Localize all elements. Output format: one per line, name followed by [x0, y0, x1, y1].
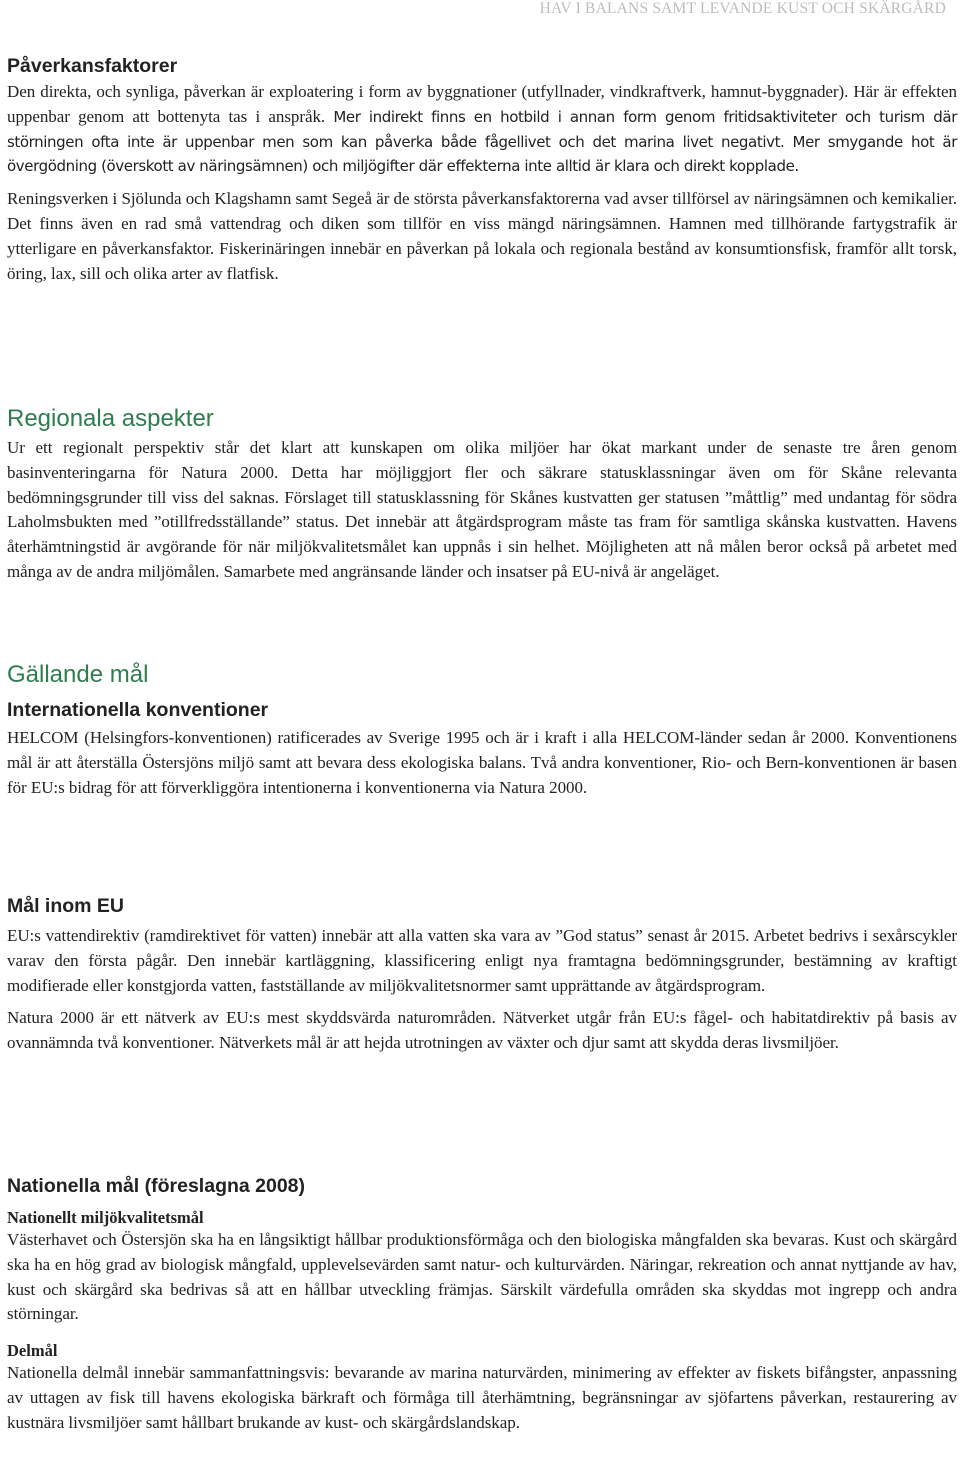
section-nationella-mal — [7, 1174, 957, 1436]
heading-internationella-konventioner: Internationella konventioner — [7, 699, 269, 721]
running-header: HAV I BALANS SAMT LEVANDE KUST OCH SKÄRGÅRD — [539, 0, 946, 17]
section-regionala-aspekter — [7, 404, 957, 585]
paragraph-delmal: Nationella delmål innebär sammanfattningsvis: bevarande av marina naturvärden, minimering av effekter av fiskets bifångster, anpassning av uttagen av fisk till havens ekologiska bärkraft och förmåga till återhämtning, begränsningar av sjöfartens påverkan, restaurering av kustnära livsmiljöer samt hållbart brukande av kust- och skärgårdslandskap. — [7, 1363, 957, 1432]
heading-gallande-mal: Gällande mål — [7, 661, 149, 688]
section-gallande-mal — [7, 660, 957, 800]
heading-regionala-aspekter: Regionala aspekter — [7, 405, 214, 432]
paragraph-paverkan-2: Reningsverken i Sjölunda och Klagshamn samt Segeå är de största påverkansfaktorerna vad avser tillförsel av näringsämnen och kemikalier. Det finns även en rad små vattendrag och diken som tillför en viss mängd näringsämnen. Hamnen med tillhörande fartygstrafik är ytterligare en påverkansfaktor. Fiskerinäringen innebär en påverkan på lokala och regionala bestånd av konsumtionsfisk, framför allt torsk, öring, lax, sill och olika arter av flatfisk. — [7, 189, 957, 283]
heading-delmal: Delmål — [7, 1341, 58, 1361]
paragraph-paverkan-1-serif: Den direkta, och synliga, påverkan är exploatering i form av byggnationer (utfyllnader, vindkraftverk, hamnut-byggnader). Här är effekten uppenbar genom att bottenyta tas i anspråk. — [7, 82, 957, 126]
paragraph-regionala: Ur ett regionalt perspektiv står det klart att kunskapen om olika miljöer har ökat markant under de senaste tre åren genom basinventeringarna för Natura 2000. Detta har möjliggjort fler och säkrare statusklassningar även om för Skåne relevanta bedömningsgrunder till viss del saknas. Förslaget till statusklassning för Skånes kustvatten ger statusen ”måttlig” med undantag för södra Laholmsbukten med ”otillfredsställande” status. Det innebär att åtgärdsprogram måste tas fram för samtliga skånska kustvatten. Havens återhämtningstid är avgörande för när miljökvalitetsmålet kan uppnås i sin helhet. Möjligheten att nå målen beror också på arbetet med många av de andra miljömålen. Samarbete med angränsande länder och insatser på EU-nivå är angeläget. — [7, 438, 957, 581]
heading-paverkansfaktorer: Påverkansfaktorer — [7, 55, 178, 77]
paragraph-paverkan-1-sans: Mer indirekt finns en hotbild i annan form genom fritidsaktiviteter och turism där störningen ofta inte är uppenbar men som kan påverka både fågellivet och det marina livet negativt. Mer smygande hot är övergödning (överskott av näringsämnen) och miljögifter där effekterna inte alltid är klara och direkt kopplade. — [7, 107, 957, 176]
heading-nationella-mal: Nationella mål (föreslagna 2008) — [7, 1175, 306, 1197]
heading-nationellt-miljokvalitetsmal: Nationellt miljökvalitetsmål — [7, 1208, 204, 1227]
section-mal-inom-eu — [7, 894, 957, 1056]
heading-mal-inom-eu: Mål inom EU — [7, 895, 125, 917]
paragraph-eu-1: EU:s vattendirektiv (ramdirektivet för vatten) innebär att alla vatten ska vara av ”God status” senast år 2015. Arbetet bedrivs i sexårscykler varav den första pågår. Den innebär kartläggning, klassificering enligt nya framtagna bedömningsgrunder, bestämning av kraftigt modifierade eller konstgjorda vatten, fastställande av miljökvalitetsnormer samt upprättande av åtgärdsprogram. — [7, 926, 957, 995]
paragraph-internationella: HELCOM (Helsingfors-konventionen) ratificerades av Sverige 1995 och är i kraft i alla HELCOM-länder sedan år 2000. Konventionens mål är att återställa Östersjöns miljö samt att bevara dess ekologiska balans. Två andra konventioner, Rio- och Bern-konventionen är basen för EU:s bidrag för att förverkliggöra intentionerna i konventionerna via Natura 2000. — [7, 728, 957, 797]
section-paverkansfaktorer — [7, 54, 957, 286]
paragraph-miljokvalitetsmal: Västerhavet och Östersjön ska ha en långsiktigt hållbar produktionsförmåga och den biologiska mångfalden ska bevaras. Kust och skärgård ska ha en hög grad av biologisk mångfald, upplevelsevärden samt natur- och kulturvärden. Näringar, rekreation och annat nyttjande av hav, kust och skärgård ska bedrivas så att en hållbar utveckling främjas. Särskilt värdefulla områden ska skyddas mot ingrepp och andra störningar. — [7, 1230, 957, 1324]
paragraph-eu-2: Natura 2000 är ett nätverk av EU:s mest skyddsvärda naturområden. Nätverket utgår från EU:s fågel- och habitatdirektiv på basis av ovannämnda två konventioner. Nätverkets mål är att hejda utrotningen av växter och djur samt att skydda deras livsmiljöer. — [7, 1008, 957, 1053]
paragraph-paverkan-1 — [7, 80, 957, 179]
